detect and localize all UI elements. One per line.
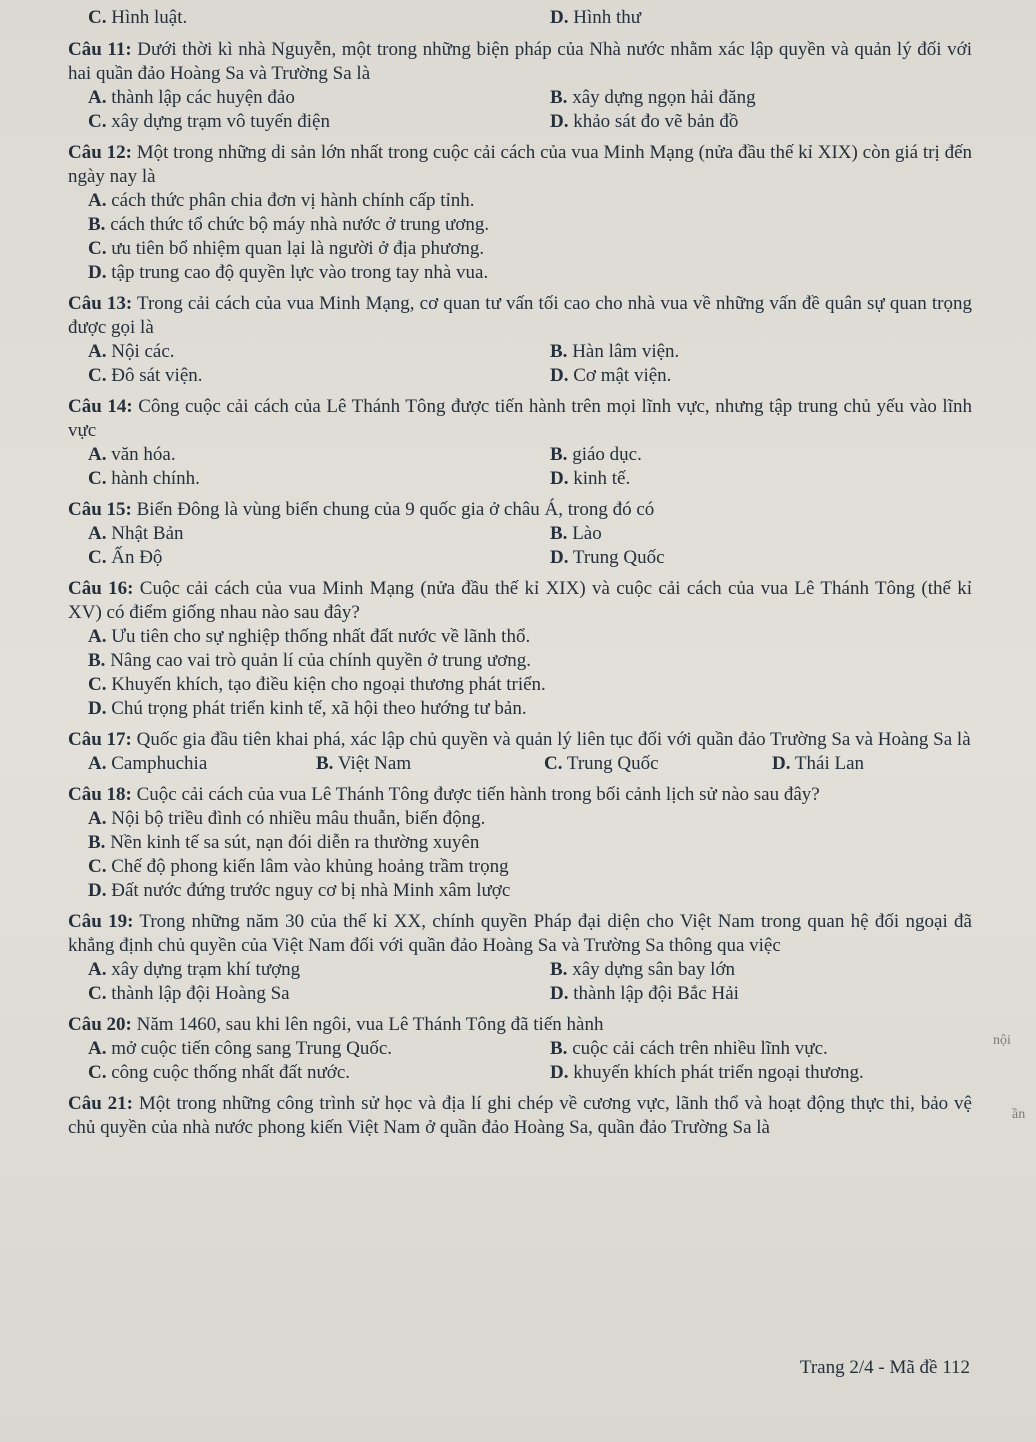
options [68, 443, 972, 491]
option-d: D. Đất nước đứng trước nguy cơ bị nhà Minh xâm lược [88, 880, 511, 901]
options [68, 189, 972, 285]
question-19 [68, 910, 972, 1006]
options [68, 807, 972, 903]
question-18 [68, 783, 972, 903]
question-13 [68, 292, 972, 388]
question-12 [68, 141, 972, 285]
question-number: Câu 11: [68, 39, 132, 60]
margin-note: nội [993, 1033, 1011, 1048]
question-20 [68, 1013, 972, 1085]
option-a: A. Nhật Bản [88, 523, 184, 544]
option-c: C. Chế độ phong kiến lâm vào khủng hoảng trầm trọng [88, 856, 509, 877]
option-c: C. Ấn Độ [88, 547, 163, 568]
option-c: C. hành chính. [88, 468, 200, 489]
question-text: Cuộc cải cách của vua Minh Mạng (nửa đầu thế kỉ XIX) và cuộc cải cách của vua Lê Thánh Tông (thế kỉ XV) có điểm giống nhau nào sau đây? [68, 578, 972, 623]
question-text: Dưới thời kì nhà Nguyễn, một trong những biện pháp của Nhà nước nhằm xác lập quyền và quản lý đối với hai quần đảo Hoàng Sa và Trường Sa là [68, 39, 972, 84]
question-text: Cuộc cải cách của vua Lê Thánh Tông được tiến hành trong bối cảnh lịch sử nào sau đây? [136, 784, 820, 805]
question-11 [68, 38, 972, 134]
option-a: A. cách thức phân chia đơn vị hành chính cấp tỉnh. [88, 190, 475, 211]
question-number: Câu 20: [68, 1014, 132, 1035]
margin-note: ần [1012, 1107, 1026, 1122]
question-text: Trong những năm 30 của thế kỉ XX, chính quyền Pháp đại diện cho Việt Nam trong quan hệ đối ngoại đã khẳng định chủ quyền của Việt Nam đối với quần đảo Hoàng Sa và Trường Sa thông qua việc [68, 911, 972, 956]
question-21 [68, 1092, 972, 1140]
question-number: Câu 13: [68, 293, 133, 314]
question-number: Câu 12: [68, 142, 132, 163]
question-number: Câu 21: [68, 1093, 133, 1114]
option-d: D. Hình thư [550, 7, 642, 28]
option-c: C. Khuyến khích, tạo điều kiện cho ngoại thương phát triển. [88, 674, 546, 695]
question-15 [68, 498, 972, 570]
option-d: D. khuyến khích phát triển ngoại thương. [550, 1062, 864, 1083]
option-c: C. Trung Quốc [544, 753, 659, 774]
option-d: D. khảo sát đo vẽ bản đồ [550, 111, 739, 132]
page-footer: Trang 2/4 - Mã đề 112 [799, 1357, 970, 1378]
question-number: Câu 19: [68, 911, 134, 932]
question-number: Câu 16: [68, 578, 134, 599]
option-a: A. Nội bộ triều đình có nhiều mâu thuẫn, biến động. [88, 808, 486, 829]
options [68, 86, 972, 134]
question-text: Quốc gia đầu tiên khai phá, xác lập chủ quyền và quản lý liên tục đối với quần đảo Trường Sa và Hoàng Sa là [136, 729, 971, 750]
options [68, 1037, 972, 1085]
exam-content [68, 6, 972, 1147]
option-c: C. xây dựng trạm vô tuyến điện [88, 111, 330, 132]
option-b: B. Nâng cao vai trò quản lí của chính quyền ở trung ương. [88, 650, 532, 671]
option-d: D. kinh tế. [550, 468, 631, 489]
option-b: B. giáo dục. [550, 444, 642, 465]
question-text: Năm 1460, sau khi lên ngôi, vua Lê Thánh Tông đã tiến hành [136, 1014, 604, 1035]
option-d: D. thành lập đội Bắc Hải [550, 983, 739, 1004]
option-c: C. thành lập đội Hoàng Sa [88, 983, 290, 1004]
options [68, 522, 972, 570]
option-d: D. tập trung cao độ quyền lực vào trong tay nhà vua. [88, 262, 489, 283]
option-b: B. Lào [550, 523, 602, 544]
option-d: D. Trung Quốc [550, 547, 665, 568]
question-14 [68, 395, 972, 491]
question-text: Biển Đông là vùng biển chung của 9 quốc gia ở châu Á, trong đó có [136, 499, 655, 520]
option-a: A. Camphuchia [88, 753, 208, 774]
question-text: Trong cải cách của vua Minh Mạng, cơ quan tư vấn tối cao cho nhà vua về những vấn đề quân sự quan trọng được gọi là [68, 293, 972, 338]
option-a: A. mở cuộc tiến công sang Trung Quốc. [88, 1038, 393, 1059]
option-d: D. Cơ mật viện. [550, 365, 672, 386]
option-b: B. xây dựng ngọn hải đăng [550, 87, 756, 108]
option-a: A. văn hóa. [88, 444, 176, 465]
options [68, 752, 972, 776]
question-17 [68, 728, 972, 776]
option-a: A. Nội các. [88, 341, 175, 362]
option-a: A. thành lập các huyện đảo [88, 87, 295, 108]
option-b: B. cách thức tổ chức bộ máy nhà nước ở trung ương. [88, 214, 490, 235]
option-b: B. Nền kinh tế sa sút, nạn đói diễn ra thường xuyên [88, 832, 480, 853]
question-number: Câu 18: [68, 784, 132, 805]
question-number: Câu 17: [68, 729, 132, 750]
option-c: C. Đô sát viện. [88, 365, 203, 386]
options [68, 340, 972, 388]
option-b: B. Hàn lâm viện. [550, 341, 680, 362]
options [68, 625, 972, 721]
question-number: Câu 14: [68, 396, 133, 417]
option-b: B. Việt Nam [316, 753, 412, 774]
option-b: B. cuộc cải cách trên nhiều lĩnh vực. [550, 1038, 828, 1059]
option-c: C. Hình luật. [88, 7, 188, 28]
previous-question-options [68, 6, 972, 30]
question-number: Câu 15: [68, 499, 132, 520]
option-c: C. công cuộc thống nhất đất nước. [88, 1062, 351, 1083]
question-16 [68, 577, 972, 721]
option-b: B. xây dựng sân bay lớn [550, 959, 736, 980]
question-text: Công cuộc cải cách của Lê Thánh Tông được tiến hành trên mọi lĩnh vực, nhưng tập trung chủ yếu vào lĩnh vực [68, 396, 972, 441]
option-d: D. Thái Lan [772, 753, 865, 774]
option-c: C. ưu tiên bổ nhiệm quan lại là người ở địa phương. [88, 238, 485, 259]
option-a: A. Ưu tiên cho sự nghiệp thống nhất đất nước về lãnh thổ. [88, 626, 531, 647]
option-d: D. Chú trọng phát triển kinh tế, xã hội theo hướng tư bản. [88, 698, 527, 719]
options [68, 958, 972, 1006]
question-text: Một trong những công trình sử học và địa lí ghi chép về cương vực, lãnh thổ và hoạt động thực thi, bảo vệ chủ quyền của nhà nước phong kiến Việt Nam ở quần đảo Hoàng Sa, quần đảo Trường Sa là [68, 1093, 972, 1138]
question-text: Một trong những di sản lớn nhất trong cuộc cải cách của vua Minh Mạng (nửa đầu thế kỉ XIX) còn giá trị đến ngày nay là [68, 142, 972, 187]
option-a: A. xây dựng trạm khí tượng [88, 959, 301, 980]
